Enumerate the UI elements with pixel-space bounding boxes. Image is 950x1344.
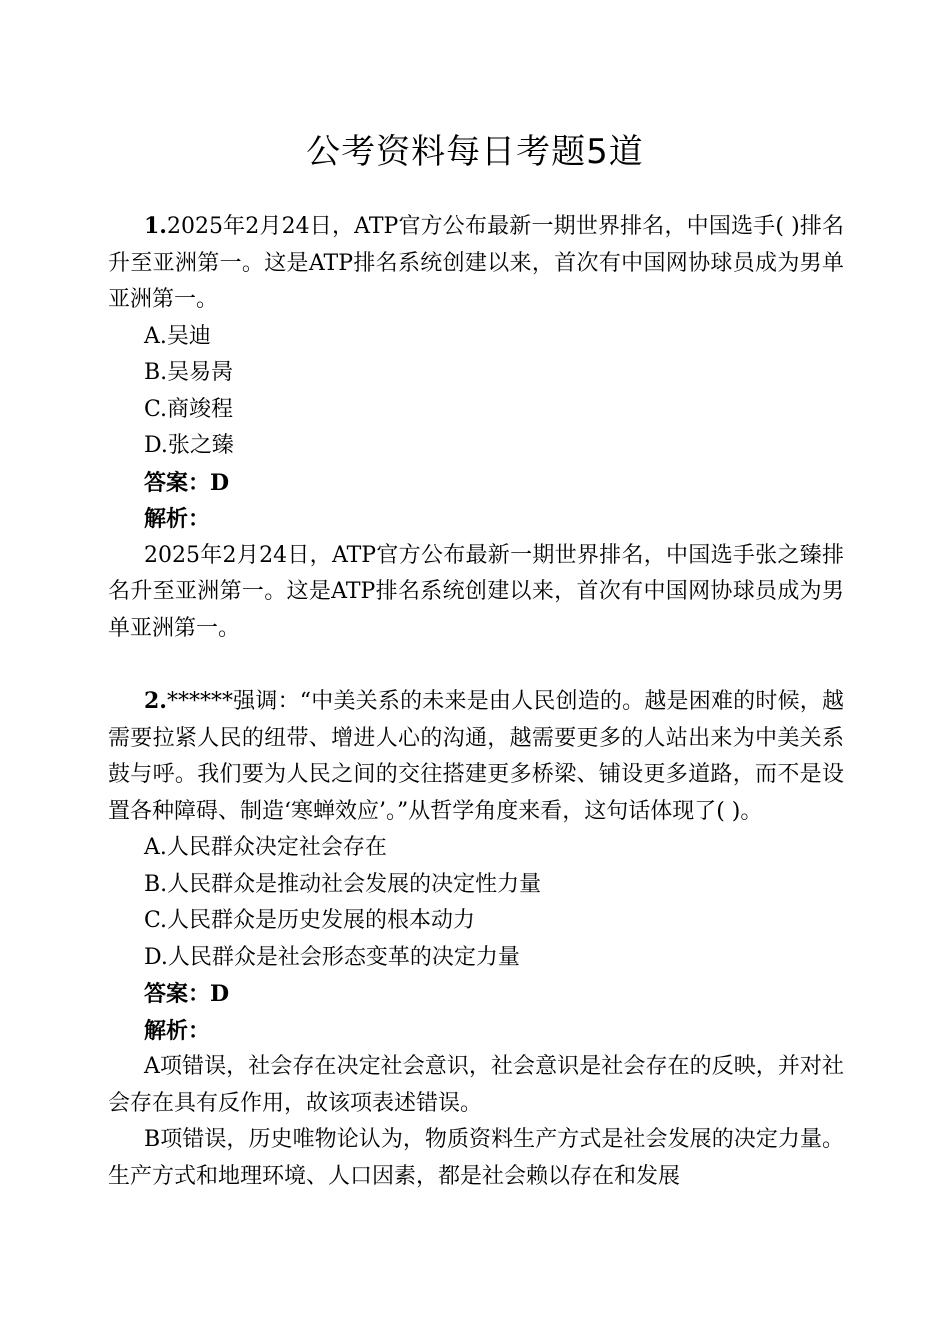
analysis-label: 解析： — [144, 506, 211, 532]
answer-label: 答案： — [144, 981, 211, 1007]
question-text: ******强调：“中美关系的未来是由人民创造的。越是困难的时候，越需要拉紧人民的纽带、增进人心的沟通，越需要更多的人站出来为中美关系鼓与呼。我们要为人民之间的交往搭建更多桥梁、铺设更多道路，而不是设置各种障碍、制造‘寒蝉效应’。”从哲学角度来看，这句话体现了( )。 — [108, 689, 844, 824]
question-stem — [108, 683, 844, 830]
option-b: B.吴易昺 — [144, 360, 234, 385]
document-title: 公考资料每日考题5道 — [306, 132, 644, 172]
analysis-paragraph: B项错误，历史唯物论认为，物质资料生产方式是社会发展的决定力量。生产方式和地理环境、人口因素，都是社会赖以存在和发展 — [108, 1127, 844, 1189]
question-text: 2025年2月24日，ATP官方公布最新一期世界排名，中国选手( )排名升至亚洲第一。这是ATP排名系统创建以来，首次有中国网协球员成为男单亚洲第一。 — [108, 214, 844, 312]
answer-line — [108, 976, 844, 1013]
question-number: 2. — [144, 688, 167, 714]
question-number: 1. — [144, 213, 167, 239]
option-d: D.人民群众是社会形态变革的决定力量 — [144, 944, 520, 970]
option-c: C.商竣程 — [144, 396, 234, 422]
question-1 — [108, 208, 844, 647]
question-spacer — [108, 647, 844, 683]
answer-line — [108, 465, 844, 502]
analysis-paragraph: 2025年2月24日，ATP官方公布最新一期世界排名，中国选手张之臻排名升至亚洲第一。这是ATP排名系统创建以来，首次有中国网协球员成为男单亚洲第一。 — [108, 542, 844, 641]
analysis-label: 解析： — [144, 1017, 211, 1044]
option-c: C.人民群众是历史发展的根本动力 — [144, 908, 476, 933]
answer-value: D — [210, 469, 230, 496]
option-d: D.张之臻 — [144, 433, 234, 458]
option-b: B.人民群众是推动社会发展的决定性力量 — [144, 871, 542, 897]
answer-label: 答案： — [144, 469, 211, 496]
question-stem — [108, 208, 844, 319]
analysis-paragraph: A项错误，社会存在决定社会意识，社会意识是社会存在的反映，并对社会存在具有反作用，故该项表述错误。 — [108, 1054, 844, 1116]
document-body — [108, 208, 844, 1195]
option-a: A.人民群众决定社会存在 — [144, 835, 387, 860]
option-a: A.吴迪 — [144, 323, 211, 349]
question-2 — [108, 683, 844, 1195]
answer-value: D — [210, 981, 230, 1007]
